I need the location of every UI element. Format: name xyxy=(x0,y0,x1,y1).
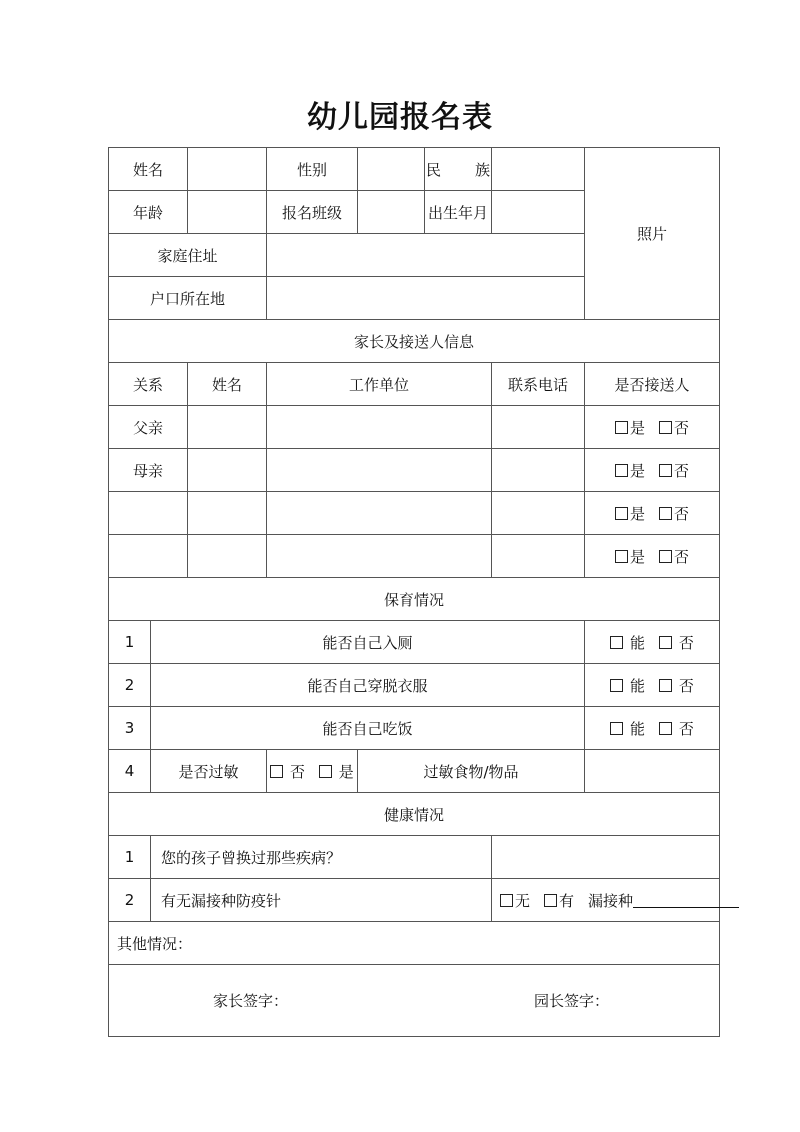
checkbox-allergy-no[interactable] xyxy=(270,765,283,778)
health-item-number: 2 xyxy=(109,879,151,922)
checkbox-cannot[interactable] xyxy=(659,679,672,692)
allergy-question: 是否过敏 xyxy=(151,750,267,793)
list-item xyxy=(109,879,720,922)
parent-name-cell[interactable] xyxy=(188,449,267,492)
workplace-cell[interactable] xyxy=(267,492,492,535)
checkbox-no[interactable] xyxy=(659,421,672,434)
header-name: 姓名 xyxy=(188,363,267,406)
checkbox-no[interactable] xyxy=(659,550,672,563)
care-item-question: 能否自己吃饭 xyxy=(151,707,585,750)
address-value[interactable] xyxy=(267,234,585,277)
class-value[interactable] xyxy=(358,191,425,234)
name-value[interactable] xyxy=(188,148,267,191)
allergy-number: 4 xyxy=(109,750,151,793)
parents-section-title: 家长及接送人信息 xyxy=(109,320,720,363)
list-item xyxy=(109,836,720,879)
parent-name-cell[interactable] xyxy=(188,535,267,578)
photo-box[interactable]: 照片 xyxy=(585,148,720,320)
address-label: 家庭住址 xyxy=(109,234,267,277)
checkbox-no[interactable] xyxy=(659,464,672,477)
parent-signature[interactable]: 家长签字： xyxy=(213,992,289,1010)
hukou-value[interactable] xyxy=(267,277,585,320)
care-item-number: 1 xyxy=(109,621,151,664)
checkbox-yes[interactable] xyxy=(615,507,628,520)
disease-history-field[interactable] xyxy=(492,836,720,879)
phone-cell[interactable] xyxy=(492,449,585,492)
signature-row xyxy=(109,965,720,1037)
care-item-question: 能否自己穿脱衣服 xyxy=(151,664,585,707)
header-workplace: 工作单位 xyxy=(267,363,492,406)
table-row xyxy=(109,492,720,535)
missed-vaccine-field[interactable] xyxy=(633,893,739,908)
list-item xyxy=(109,707,720,750)
class-label: 报名班级 xyxy=(267,191,358,234)
care-section-title: 保育情况 xyxy=(109,578,720,621)
name-label: 姓名 xyxy=(109,148,188,191)
checkbox-can[interactable] xyxy=(610,679,623,692)
table-row xyxy=(109,449,720,492)
checkbox-allergy-yes[interactable] xyxy=(319,765,332,778)
checkbox-have[interactable] xyxy=(544,894,557,907)
checkbox-can[interactable] xyxy=(610,636,623,649)
care-item-number: 3 xyxy=(109,707,151,750)
health-item-number: 1 xyxy=(109,836,151,879)
checkbox-no[interactable] xyxy=(659,507,672,520)
age-label: 年龄 xyxy=(109,191,188,234)
birth-value[interactable] xyxy=(492,191,585,234)
parent-name-cell[interactable] xyxy=(188,406,267,449)
header-pickup: 是否接送人 xyxy=(585,363,720,406)
pickup-cell: 是 否 xyxy=(585,406,720,449)
vaccine-options: 无 有 漏接种 xyxy=(492,879,720,922)
allergy-items-label: 过敏食物/物品 xyxy=(358,750,585,793)
checkbox-cannot[interactable] xyxy=(659,722,672,735)
principal-signature[interactable]: 园长签字： xyxy=(534,992,610,1010)
parent-name-cell[interactable] xyxy=(188,492,267,535)
checkbox-can[interactable] xyxy=(610,722,623,735)
checkbox-cannot[interactable] xyxy=(659,636,672,649)
workplace-cell[interactable] xyxy=(267,449,492,492)
age-value[interactable] xyxy=(188,191,267,234)
phone-cell[interactable] xyxy=(492,406,585,449)
registration-form-table xyxy=(108,147,720,1037)
allergy-items-value[interactable] xyxy=(585,750,720,793)
gender-value[interactable] xyxy=(358,148,425,191)
list-item xyxy=(109,750,720,793)
gender-label: 性别 xyxy=(267,148,358,191)
care-item-question: 能否自己入厕 xyxy=(151,621,585,664)
workplace-cell[interactable] xyxy=(267,535,492,578)
care-item-options: 能 否 xyxy=(585,621,720,664)
relation-cell: 母亲 xyxy=(109,449,188,492)
list-item xyxy=(109,664,720,707)
care-item-options: 能 否 xyxy=(585,707,720,750)
header-relation: 关系 xyxy=(109,363,188,406)
phone-cell[interactable] xyxy=(492,535,585,578)
pickup-cell: 是 否 xyxy=(585,492,720,535)
phone-cell[interactable] xyxy=(492,492,585,535)
allergy-options: 否 是 xyxy=(267,750,358,793)
relation-cell[interactable] xyxy=(109,535,188,578)
checkbox-yes[interactable] xyxy=(615,550,628,563)
relation-cell[interactable] xyxy=(109,492,188,535)
pickup-cell: 是 否 xyxy=(585,535,720,578)
ethnicity-value[interactable] xyxy=(492,148,585,191)
hukou-label: 户口所在地 xyxy=(109,277,267,320)
workplace-cell[interactable] xyxy=(267,406,492,449)
table-row xyxy=(109,535,720,578)
health-item-question: 有无漏接种防疫针 xyxy=(151,879,492,922)
checkbox-none[interactable] xyxy=(500,894,513,907)
header-phone: 联系电话 xyxy=(492,363,585,406)
health-item-question: 您的孩子曾换过那些疾病？ xyxy=(151,836,492,879)
care-item-number: 2 xyxy=(109,664,151,707)
birth-label: 出生年月 xyxy=(425,191,492,234)
ethnicity-label: 民 族 xyxy=(425,148,492,191)
pickup-cell: 是 否 xyxy=(585,449,720,492)
list-item xyxy=(109,621,720,664)
checkbox-yes[interactable] xyxy=(615,464,628,477)
checkbox-yes[interactable] xyxy=(615,421,628,434)
table-row xyxy=(109,406,720,449)
other-info-label: 其他情况： xyxy=(109,922,720,965)
care-item-options: 能 否 xyxy=(585,664,720,707)
relation-cell: 父亲 xyxy=(109,406,188,449)
health-section-title: 健康情况 xyxy=(109,793,720,836)
form-title: 幼儿园报名表 xyxy=(307,100,493,135)
